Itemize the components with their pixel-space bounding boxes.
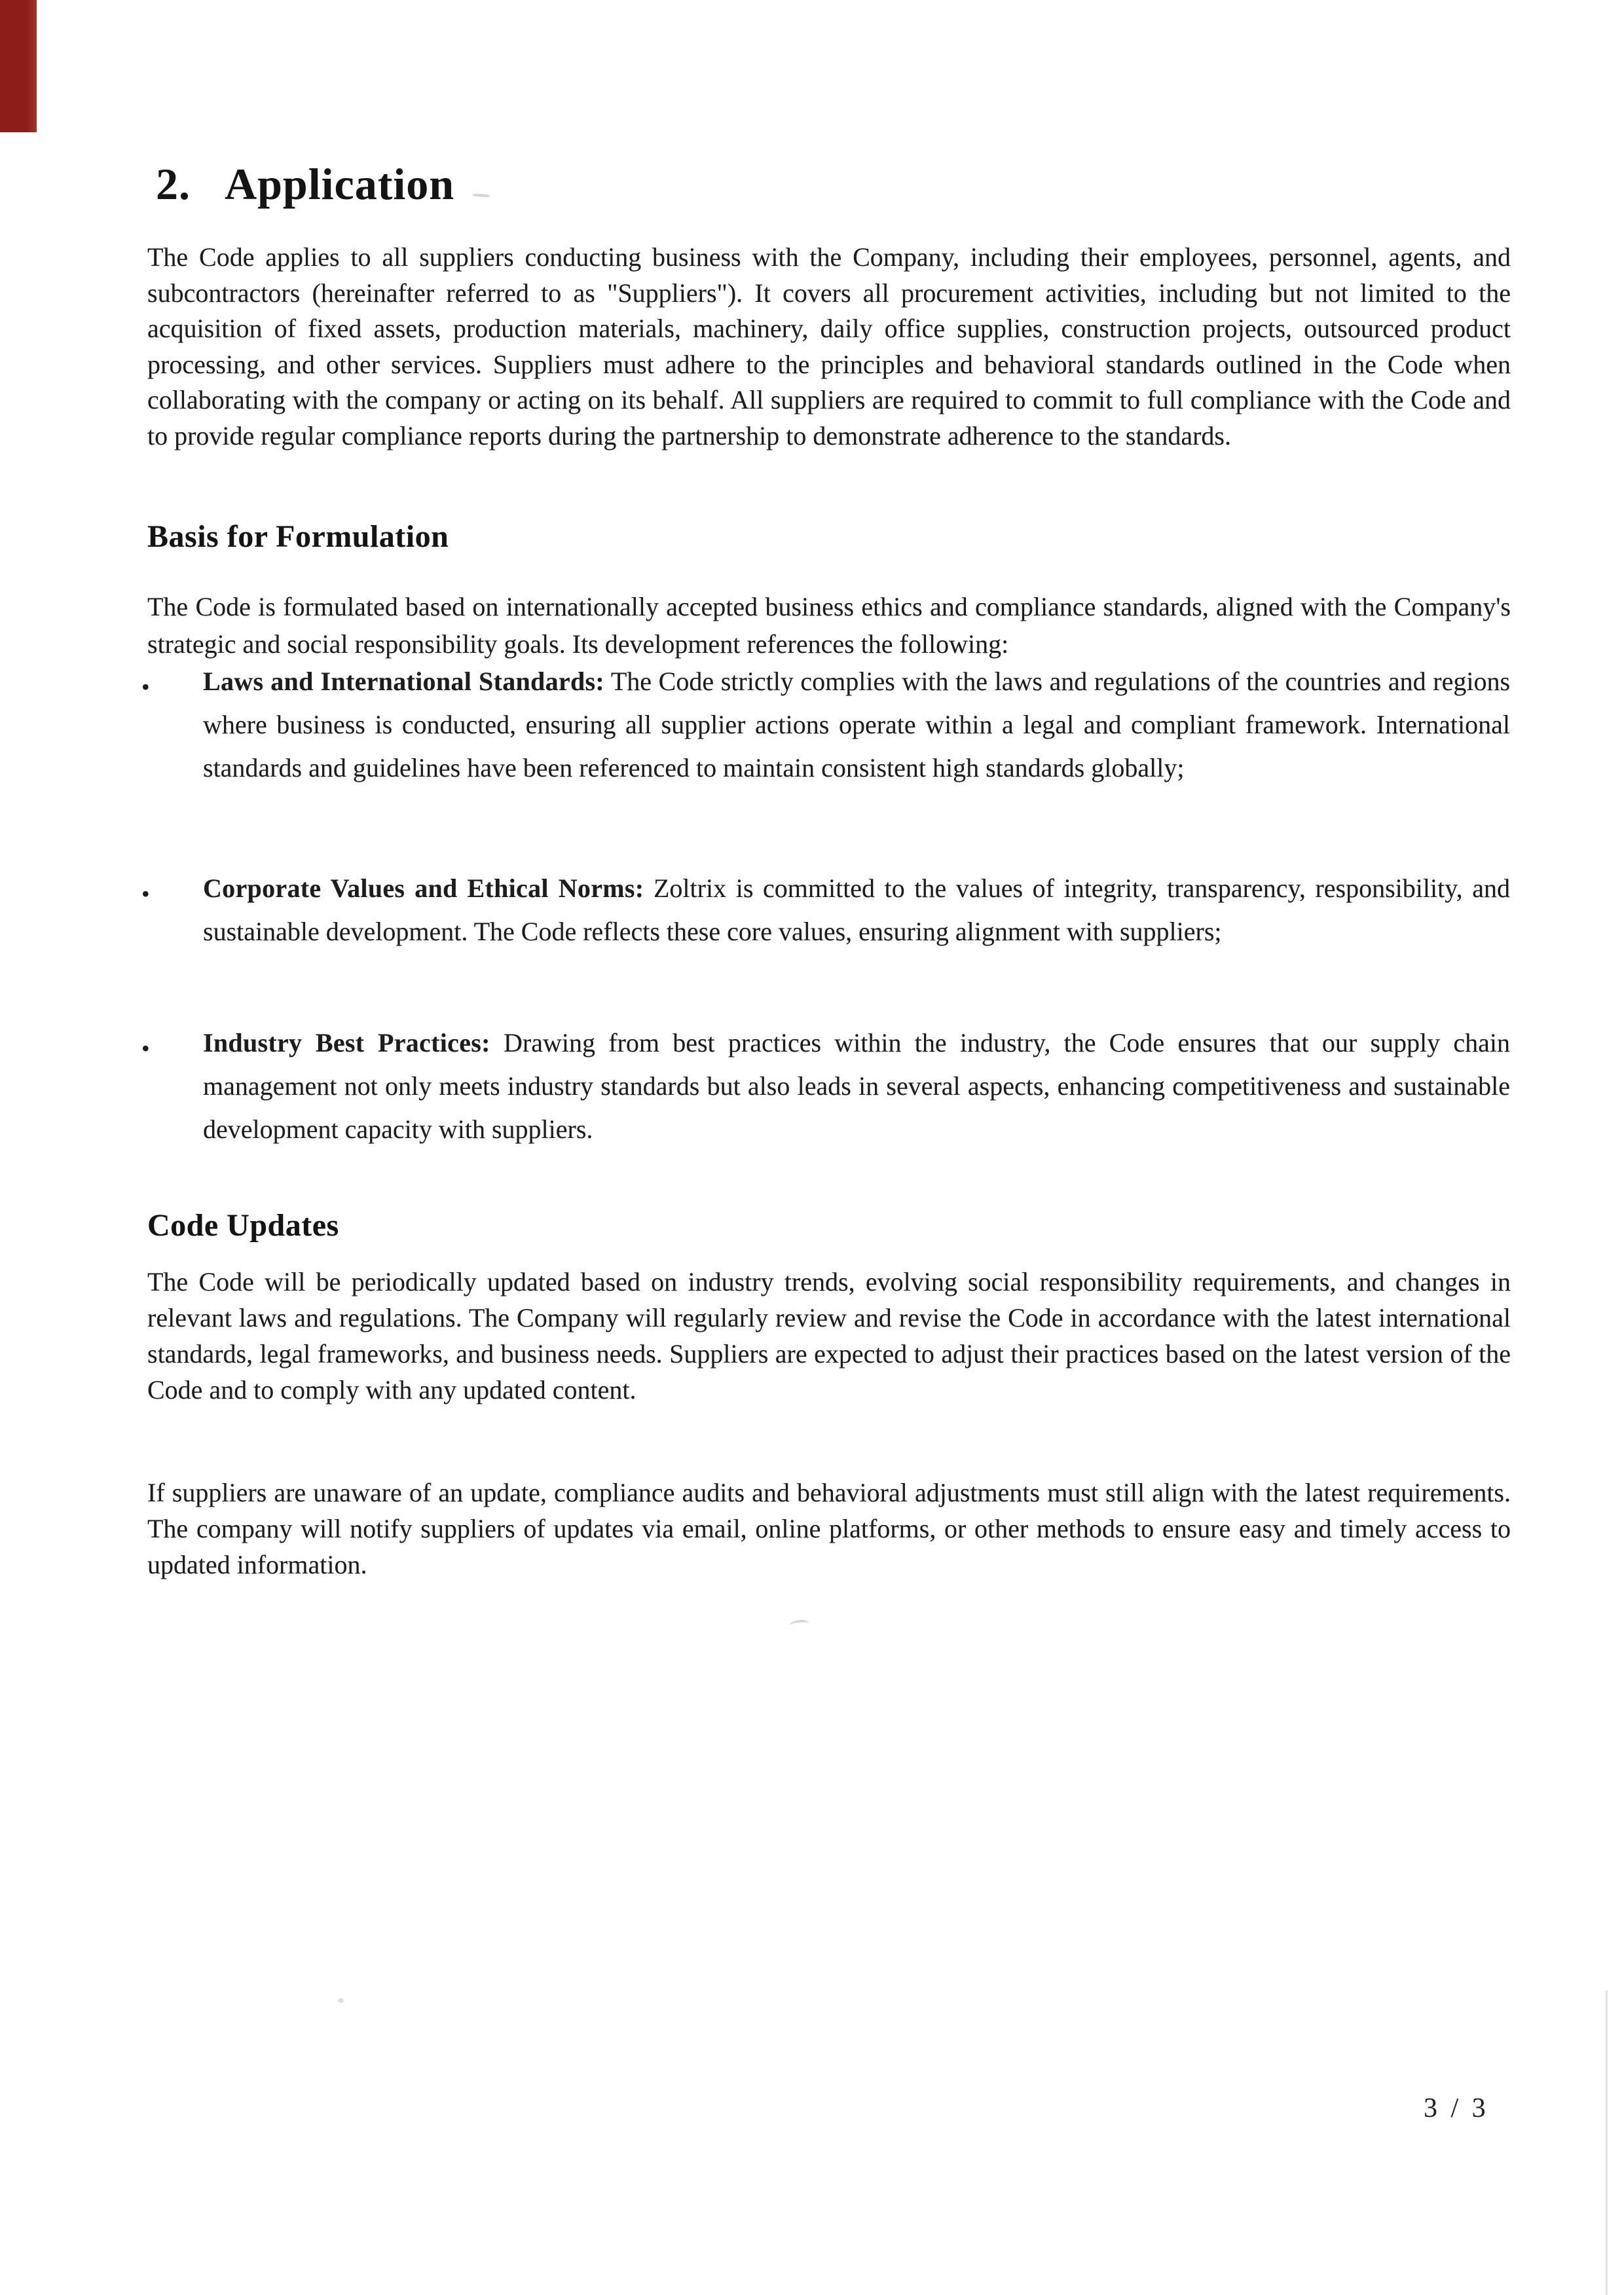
section-title: Application [225,158,455,209]
scan-smudge-artifact [473,193,490,198]
scan-tilde-artifact [789,1619,809,1629]
section-number: 2. [156,158,191,209]
section-heading [156,158,454,210]
bullet-industry-best-practices [203,1021,1510,1151]
bullet-lead: Corporate Values and Ethical Norms: [203,873,644,903]
bullet-text: Drawing from best practices within the industry, the Code ensures that our supply chain management not only meets industry standards but also leads in several aspects, enhancing competitiveness and sustainable development capacity with suppliers. [203,1028,1510,1144]
bullet-text: The Code strictly complies with the laws and regulations of the countries and regions where business is conducted, ensuring all supplier actions operate within a legal and compliant framework. International standards and guidelines have been referenced to maintain consistent high standards globally; [203,667,1511,782]
subheading-basis-for-formulation: Basis for Formulation [147,519,449,554]
scan-red-bookmark-artifact [0,0,37,132]
updates-paragraph-1: The Code will be periodically updated based on industry trends, evolving social responsibility requirements, and changes in relevant laws and regulations. The Company will regularly review and revise the Code in accordance with the latest international standards, legal frameworks, and business needs. Suppliers are expected to adjust their practices based on the latest version of the Code and to comply with any updated content. [147,1267,1511,1405]
scan-dot-artifact [338,1998,344,2003]
bullet-lead: Laws and International Standards: [203,667,604,696]
bullet-lead: Industry Best Practices: [203,1028,490,1057]
bullet-text: Zoltrix is committed to the values of integrity, transparency, responsibility, and sustainable development. The Code reflects these core values, ensuring alignment with suppliers; [203,873,1511,946]
scan-edge-line-artifact [1606,1991,1608,2295]
subheading-code-updates: Code Updates [147,1207,339,1243]
intro-paragraph: The Code applies to all suppliers conducting business with the Company, including their employees, personnel, agents, and subcontractors (hereinafter referred to as "Suppliers"). It covers all procurement activities, including but not limited to the acquisition of fixed assets, production materials, machinery, daily office supplies, construction projects, outsourced product processing, and other services. Suppliers must adhere to the principles and behavioral standards outlined in the Code when collaborating with the company or acting on its behalf. All suppliers are required to commit to full compliance with the Code and to provide regular compliance reports during the partnership to demonstrate adherence to the standards. [147,242,1511,450]
bullet-corporate-values-and-ethical-norms [203,867,1510,953]
bullet-laws-and-international-standards [203,660,1510,790]
basis-intro-paragraph: The Code is formulated based on internationally accepted business ethics and compliance standards, aligned with the Company's strategic and social responsibility goals. Its development references the following: [147,592,1511,659]
page-number: 3 / 3 [1424,2093,1489,2123]
updates-paragraph-2: If suppliers are unaware of an update, compliance audits and behavioral adjustments must still align with the latest requirements. The company will notify suppliers of updates via email, online platforms, or other methods to ensure easy and timely access to updated information. [147,1478,1511,1579]
